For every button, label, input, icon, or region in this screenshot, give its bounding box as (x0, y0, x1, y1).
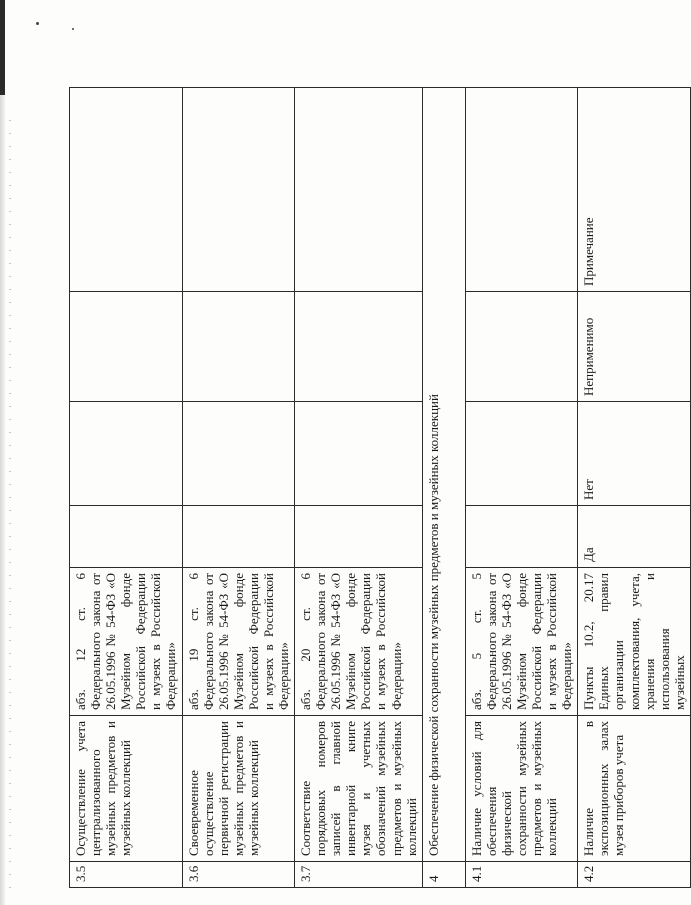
answer-not-applicable-cell (295, 292, 423, 402)
section-row (422, 88, 465, 888)
scan-speck (72, 28, 74, 30)
row-number: 3.7 (295, 862, 423, 888)
note-cell (295, 88, 423, 292)
note-cell (182, 88, 295, 292)
answer-yes-cell (295, 506, 423, 568)
requirement-cell: Соответствие порядковых номеров записей в главной инвентарной книге музея и учетных обозначений музейных предметов и музейных коллекций (295, 716, 423, 862)
legal-basis-cell: абз. 19 ст. 6 Федерального закона от 26.05.1996 № 54-ФЗ «О Музейном фонде Российской Федерации и музеях в Российской Федерации» (182, 568, 295, 716)
answer-not-applicable-cell (70, 292, 183, 402)
answer-yes-cell: Да (578, 506, 691, 568)
row-number: 4.2 (578, 862, 691, 888)
note-cell: Примечание (578, 88, 691, 292)
answer-no-cell (465, 402, 578, 506)
legal-basis-cell: абз. 5 ст. 5 Федерального закона от 26.05.1996 № 54-ФЗ «О Музейном фонде Российской Федерации и музеях в Российской Федерации» (465, 568, 578, 716)
table-row (465, 88, 578, 888)
answer-not-applicable-cell: Неприменимо (578, 292, 691, 402)
row-number: 4.1 (465, 862, 578, 888)
scan-left-edge (0, 0, 5, 905)
table-row (70, 88, 183, 888)
legal-basis-cell: абз. 20 ст. 6 Федерального закона от 26.05.1996 № 54-ФЗ «О Музейном фонде Российской Федерации и музеях в Российской Федерации» (295, 568, 423, 716)
requirement-cell: Наличие в экспозиционных залах музея приборов учета (578, 716, 691, 862)
scan-speck (36, 22, 39, 25)
answer-not-applicable-cell (465, 292, 578, 402)
answer-no-cell: Нет (578, 402, 691, 506)
requirement-cell: Наличие условий для обеспечения физической сохранности музейных предметов и музейных коллекций (465, 716, 578, 862)
table-row (578, 88, 691, 888)
table-row (182, 88, 295, 888)
table-row (295, 88, 423, 888)
answer-no-cell (295, 402, 423, 506)
answer-yes-cell (70, 506, 183, 568)
answer-not-applicable-cell (182, 292, 295, 402)
answer-yes-cell (182, 506, 295, 568)
row-number: 3.5 (70, 862, 183, 888)
answer-no-cell (182, 402, 295, 506)
answer-no-cell (70, 402, 183, 506)
requirement-cell: Осуществление учета централизованного музейных предметов и музейных коллекций (70, 716, 183, 862)
answer-yes-cell (465, 506, 578, 568)
legal-basis-cell: Пункты 10.2, 20.17 Единых правил организации комплектования, учета, хранения и использования музейных (578, 568, 691, 716)
scan-margin-dots (9, 120, 11, 890)
legal-basis-cell: абз. 12 ст. 6 Федерального закона от 26.05.1996 № 54-ФЗ «О Музейном фонде Российской Федерации и музеях в Российской Федерации» (70, 568, 183, 716)
rotated-document (69, 88, 687, 888)
checklist-table (69, 87, 691, 888)
note-cell (70, 88, 183, 292)
note-cell (465, 88, 578, 292)
section-title: Обеспечение физической сохранности музейных предметов и музейных коллекций (422, 88, 465, 862)
requirement-cell: Своевременное осуществление первичной регистрации музейных предметов и музейных коллекций (182, 716, 295, 862)
section-number: 4 (422, 862, 465, 888)
row-number: 3.6 (182, 862, 295, 888)
